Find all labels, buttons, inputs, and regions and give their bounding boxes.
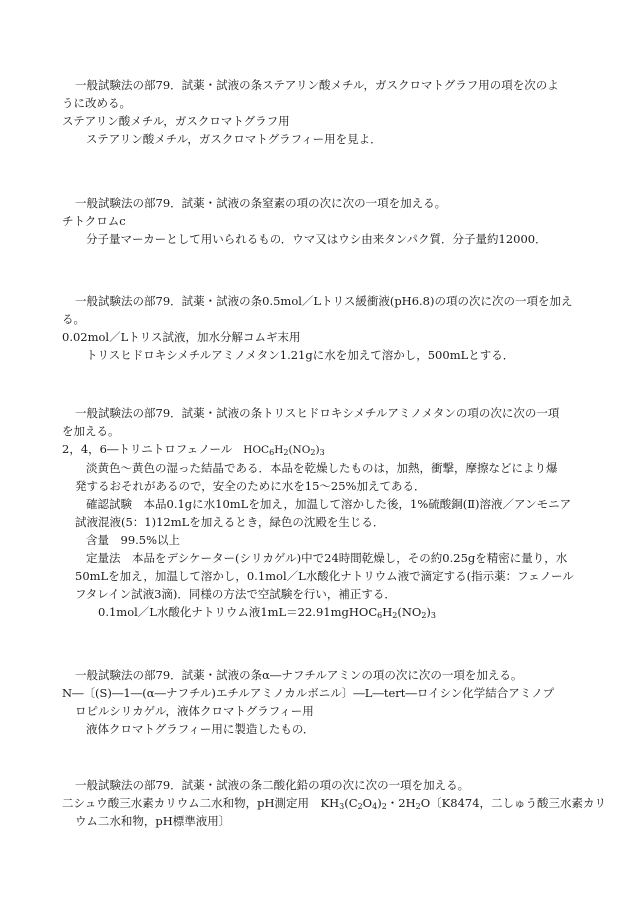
identification-test: 試液混液(5：1)12mLを加えるとき，緑色の沈殿を生じる． — [75, 515, 385, 529]
entry-name: 2，4，6―トリニトロフェノール — [62, 442, 233, 456]
notice-line: 一般試験法の部79．試薬・試液の条窒素の項の次に次の一項を加える。 — [75, 196, 447, 210]
reagent-description: トリスヒドロキシメチルアミノメタン1.21gに水を加えて溶かし，500mLとする． — [86, 348, 515, 362]
section-methyl-stearate — [62, 76, 582, 148]
equivalence-line: 0.1mol／L水酸化ナトリウム液$1mL=22.91mgHOC_6H_2(NO_2)_3$ — [98, 605, 437, 620]
reagent-entry-title: 0.02mol／Lトリス試液，加水分解コムギ末用 — [62, 330, 301, 344]
identification-test: 確認試験 本品0.1gに水10mLを加え，加温して溶かした後，1%硫酸銅(Ⅱ)溶液／アンモニア — [86, 497, 572, 511]
reagent-description: 液体クロマトグラフィー用に製造したもの． — [86, 722, 315, 736]
reagent-description: 分子量マーカーとして用いられるもの．ウマ又はウシ由来タンパク質．分子量約12000． — [86, 232, 547, 246]
reagent-entry-title: ステアリン酸メチル，ガスクロマトグラフ用 — [62, 114, 290, 128]
section-naphthyl-silica — [62, 666, 582, 738]
reagent-entry-title: N―〔(S)―1―(α―ナフチル)エチルアミノカルボニル〕―L―tert―ロイシン化学結合アミノプ — [62, 686, 555, 700]
content-spec: 含量 99.5%以上 — [86, 533, 181, 547]
section-potassium-trihydrogen-dioxalate — [62, 776, 607, 830]
notice-line: 一般試験法の部79．試薬・試液の条0.5mol／Lトリス緩衝液(pH6.8)の項の次に次の一項を加え — [75, 294, 573, 308]
reagent-entry-title: ウム二水和物，pH標準液用〕 — [75, 814, 231, 828]
reagent-entry-title: 二シュウ酸三水素カリウム二水和物，pH測定用 $KH_3(C_2O_4)_2$・$2H_2O$〔K8474，二しゅう酸三水素カリ — [62, 796, 607, 811]
section-trinitrophenol — [62, 404, 582, 621]
reagent-entry-title — [62, 440, 582, 459]
notice-line: 一般試験法の部79．試薬・試液の条α―ナフチルアミンの項の次に次の一項を加える。 — [75, 668, 523, 682]
assay-method: 50mLを加え，加温して溶かし，0.1mol／L水酸化ナトリウム液で滴定する(指示薬：フェノール — [75, 569, 574, 583]
section-cytochrome-c — [62, 194, 582, 248]
notice-line: を加える。 — [62, 424, 120, 438]
notice-line: 一般試験法の部79．試薬・試液の条二酸化鉛の項の次に次の一項を加える。 — [75, 778, 470, 792]
notice-line: 一般試験法の部79．試薬・試液の条トリスヒドロキシメチルアミノメタンの項の次に次の一項 — [75, 406, 560, 420]
notice-line: うに改める。 — [62, 96, 131, 110]
notice-line: る。 — [62, 312, 85, 326]
assay-method: フタレイン試液3滴)．同様の方法で空試験を行い，補正する． — [75, 587, 396, 601]
reagent-description: 発するおそれがあるので，安全のために水を15～25%加えてある． — [75, 479, 426, 493]
notice-line: 一般試験法の部79．試薬・試液の条ステアリン酸メチル，ガスクロマトグラフ用の項を次のよ — [75, 78, 559, 92]
section-tris-solution — [62, 292, 582, 364]
assay-method: 定量法 本品をデシケーター(シリカゲル)中で24時間乾燥し，その約0.25gを精密に量り，水 — [86, 551, 568, 565]
reagent-entry-title: ロピルシリカゲル，液体クロマトグラフィー用 — [75, 704, 314, 718]
reagent-description: 淡黄色～黄色の湿った結晶である．本品を乾燥したものは，加熱，衝撃，摩擦などにより爆 — [86, 461, 558, 475]
chemical-formula: $HOC_6H_2(NO_2)_3$ — [243, 444, 325, 457]
reagent-description: ステアリン酸メチル，ガスクロマトグラフィー用を見よ． — [86, 132, 382, 146]
reagent-entry-title: チトクロムc — [62, 214, 126, 228]
